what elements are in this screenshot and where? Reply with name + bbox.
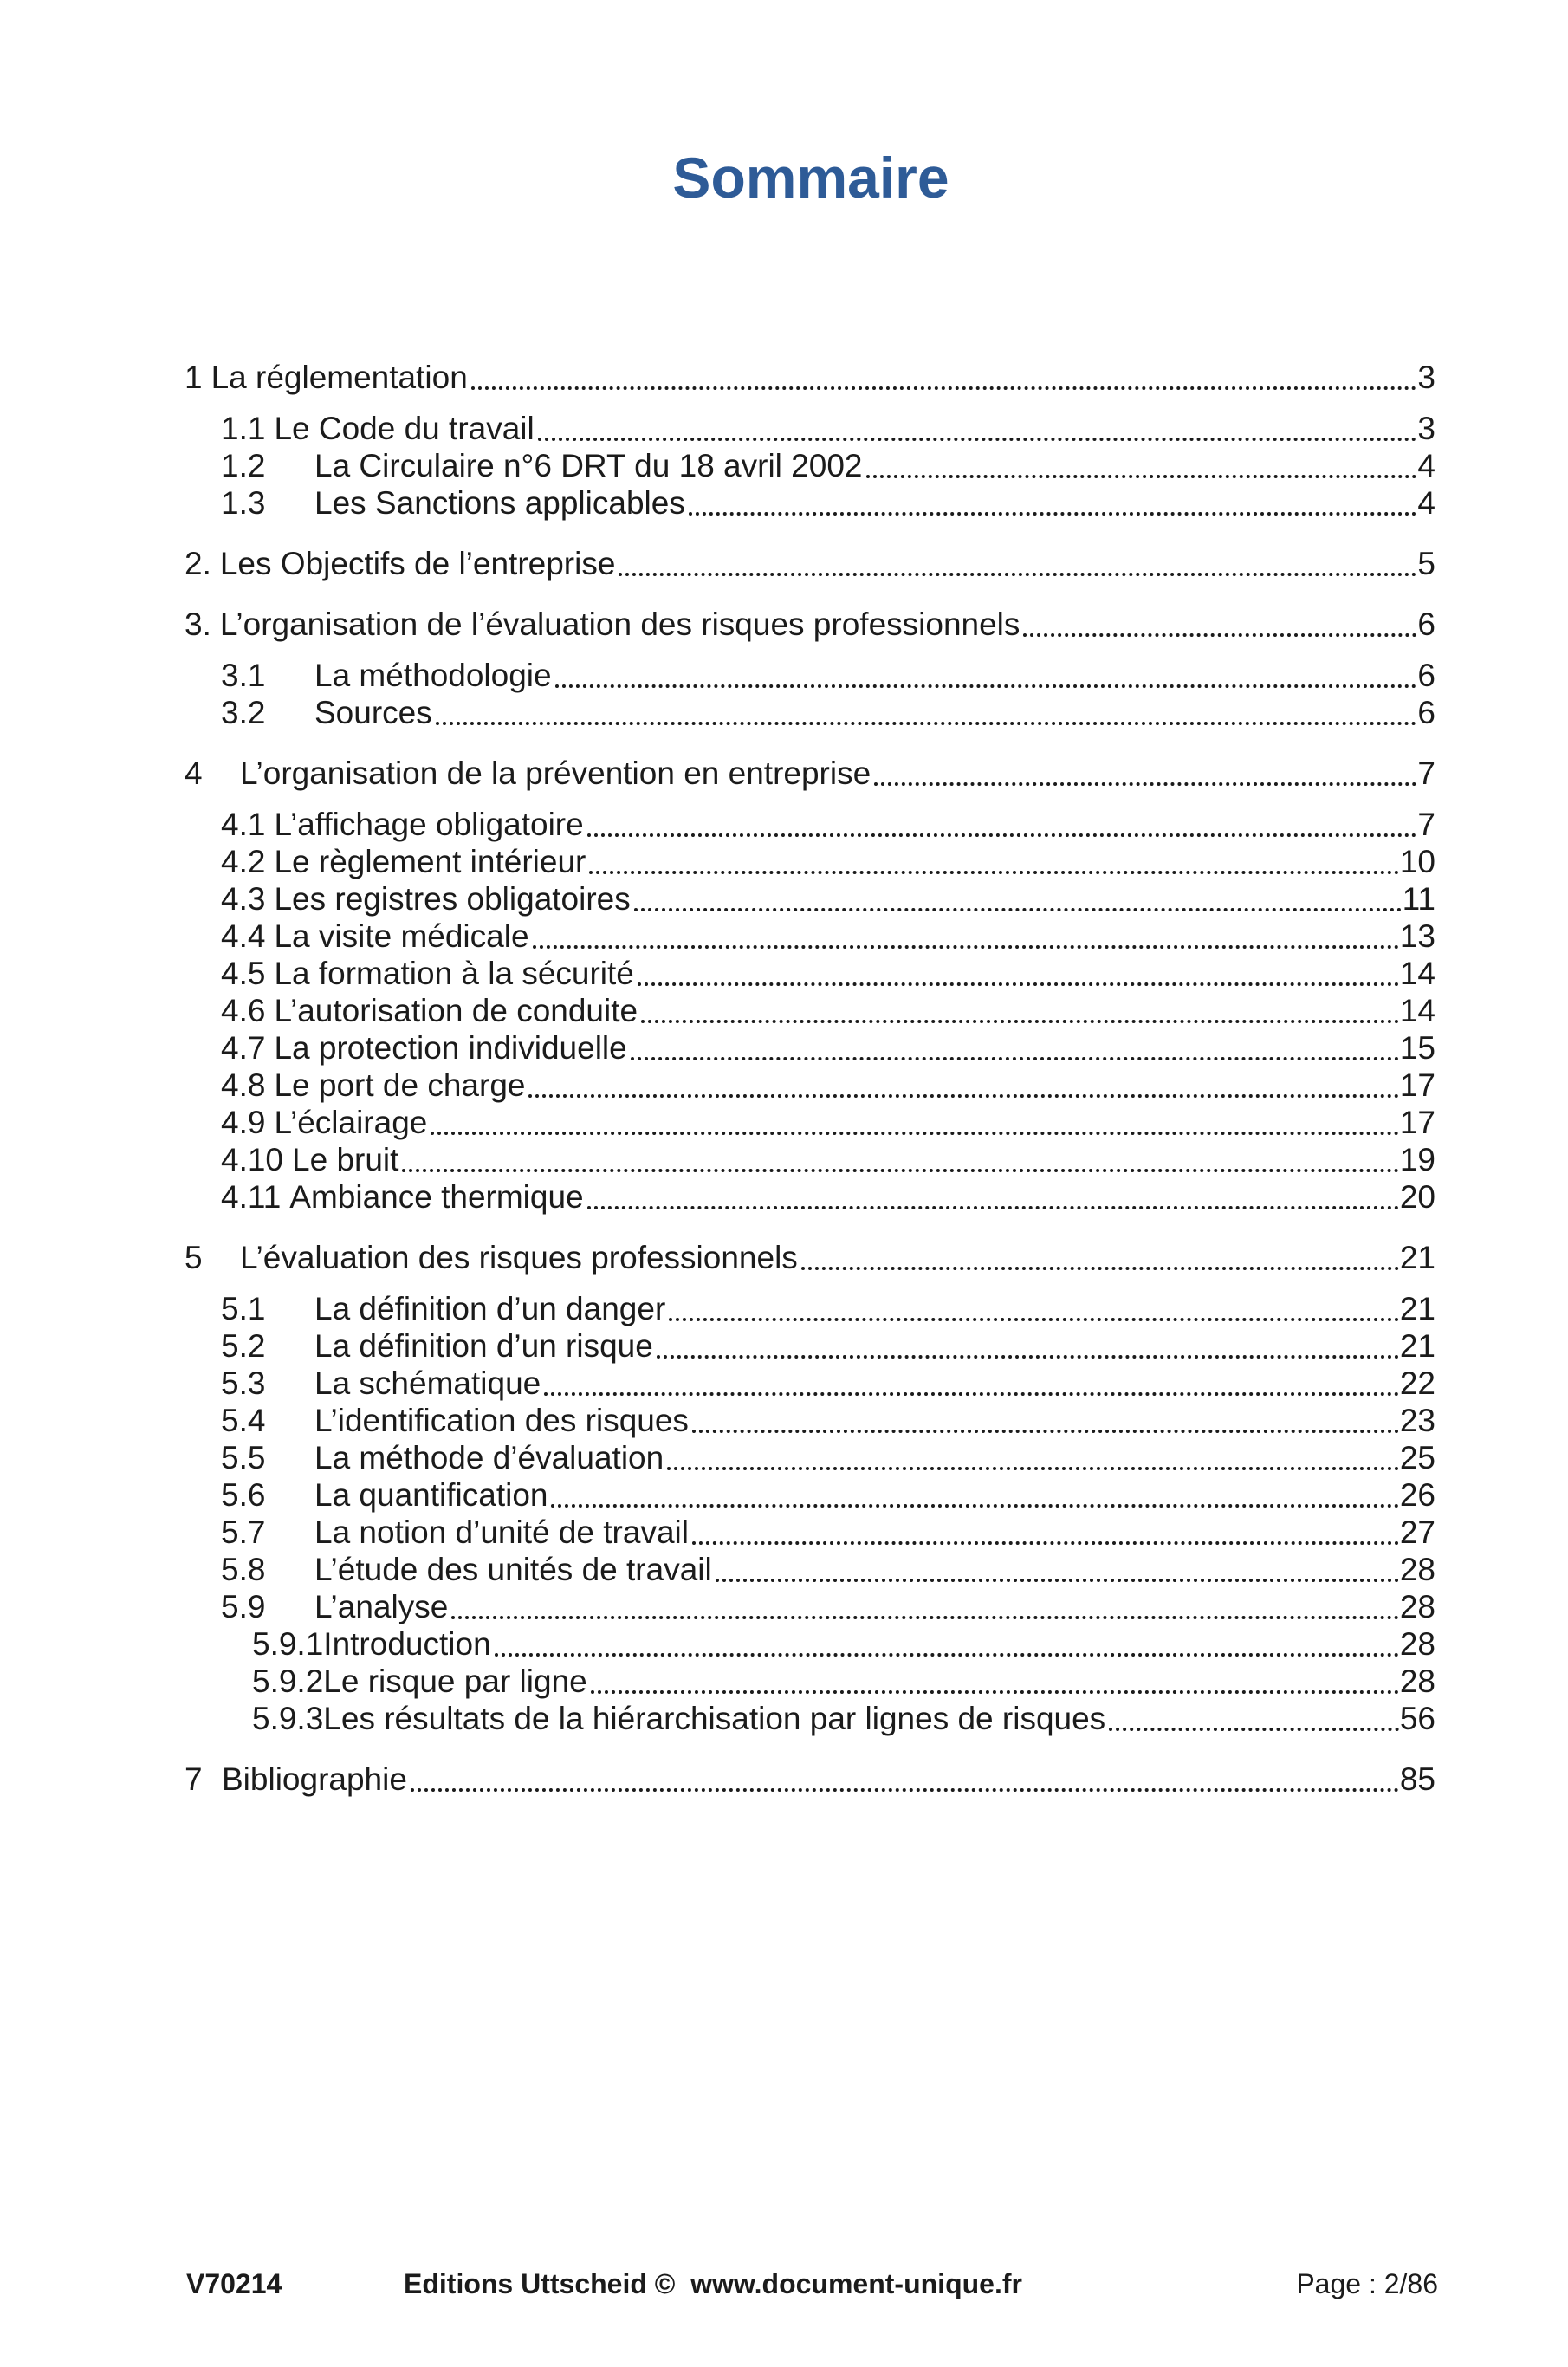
entry-page-number: 15: [1399, 1030, 1435, 1066]
toc-entry: [221, 955, 1435, 992]
entry-number: 4.11: [221, 1179, 282, 1215]
entry-page-number: 6: [1417, 606, 1435, 642]
entry-number: 4.6: [221, 993, 266, 1028]
toc-entry: [185, 545, 1435, 582]
entry-label: La quantification: [314, 1477, 548, 1513]
toc-entry: [221, 918, 1435, 955]
toc-entry: [221, 1178, 1435, 1216]
entry-number: 4.7: [221, 1030, 266, 1066]
toc-entry: [221, 1104, 1435, 1141]
entry-number: 4.2: [221, 844, 266, 879]
footer-doc-code: V70214: [186, 2268, 282, 2299]
entry-number: 5.1: [221, 1291, 266, 1326]
entry-label: La réglementation: [211, 360, 468, 395]
entry-page-number: 4: [1417, 448, 1435, 483]
entry-page-number: 14: [1399, 993, 1435, 1028]
toc-entry: [252, 1700, 1435, 1737]
entry-page-number: 28: [1399, 1552, 1435, 1587]
entry-label: Les Sanctions applicables: [314, 485, 685, 521]
dot-leader: [641, 1020, 1399, 1023]
entry-page-number: 56: [1399, 1701, 1435, 1736]
footer-page-number: Page : 2/86: [1296, 2268, 1438, 2299]
dot-leader: [667, 1467, 1399, 1470]
entry-page-number: 28: [1399, 1626, 1435, 1662]
toc-entry: [185, 755, 1435, 792]
entry-label: Les Objectifs de l’entreprise: [219, 546, 616, 581]
dot-leader: [538, 438, 1417, 441]
entry-number: 5.8: [221, 1552, 266, 1587]
entry-number: 4.4: [221, 918, 266, 954]
entry-number: 5: [185, 1240, 203, 1275]
toc-entry: [221, 1141, 1435, 1178]
entry-number: 5.9.2: [252, 1663, 324, 1699]
toc-entry: [221, 1029, 1435, 1067]
dot-leader: [692, 1430, 1399, 1433]
dot-leader: [591, 1690, 1399, 1694]
entry-page-number: 17: [1399, 1067, 1435, 1103]
entry-number: 5.9: [221, 1589, 266, 1624]
entry-number: 5.3: [221, 1365, 266, 1401]
entry-label: L’autorisation de conduite: [274, 993, 638, 1028]
entry-label: La protection individuelle: [274, 1030, 627, 1066]
entry-label: Sources: [314, 695, 432, 730]
toc-entry: [221, 1514, 1435, 1551]
toc-entry: [221, 657, 1435, 694]
dot-leader: [1023, 633, 1416, 637]
dot-leader: [451, 1616, 1399, 1619]
entry-label: L’étude des unités de travail: [314, 1552, 712, 1587]
entry-label: Ambiance thermique: [289, 1179, 584, 1215]
toc-entry: [221, 1551, 1435, 1588]
toc-entry: [221, 1290, 1435, 1327]
toc-entry: [221, 447, 1435, 484]
entry-label: Le bruit: [292, 1142, 399, 1177]
entry-page-number: 6: [1417, 695, 1435, 730]
dot-leader: [587, 1206, 1399, 1209]
dot-leader: [866, 475, 1417, 478]
toc-entry: [252, 1625, 1435, 1663]
dot-leader: [689, 512, 1417, 516]
entry-page-number: 7: [1417, 807, 1435, 842]
dot-leader: [692, 1541, 1399, 1545]
entry-number: 1.3: [221, 485, 266, 521]
entry-number: 4.8: [221, 1067, 266, 1103]
entry-page-number: 21: [1399, 1328, 1435, 1364]
dot-leader: [471, 386, 1417, 390]
entry-page-number: 28: [1399, 1663, 1435, 1699]
toc-entry: [221, 1402, 1435, 1439]
entry-label: La schématique: [314, 1365, 541, 1401]
entry-label: Le règlement intérieur: [274, 844, 586, 879]
toc-entry: [221, 1067, 1435, 1104]
entry-page-number: 28: [1399, 1589, 1435, 1624]
dot-leader: [657, 1355, 1399, 1359]
entry-number: 2.: [185, 546, 211, 581]
dot-leader: [551, 1504, 1398, 1508]
entry-page-number: 26: [1399, 1477, 1435, 1513]
toc-entry: [221, 1588, 1435, 1625]
dot-leader: [631, 1057, 1399, 1060]
toc-entry: [221, 843, 1435, 880]
page-footer: [186, 2265, 1438, 2303]
entry-number: 4: [185, 755, 203, 791]
entry-label: L’organisation de la prévention en entreprise: [240, 755, 871, 791]
entry-number: 3.: [185, 606, 211, 642]
dot-leader: [716, 1579, 1399, 1582]
entry-page-number: 85: [1399, 1761, 1435, 1797]
entry-page-number: 22: [1399, 1365, 1435, 1401]
entry-page-number: 14: [1399, 956, 1435, 991]
toc-entry: [185, 1239, 1435, 1276]
entry-label: La méthodologie: [314, 658, 552, 693]
entry-number: 3.1: [221, 658, 266, 693]
toc-entry: [221, 1327, 1435, 1365]
entry-page-number: 19: [1399, 1142, 1435, 1177]
entry-number: 5.7: [221, 1514, 266, 1550]
entry-label: Les registres obligatoires: [274, 881, 631, 917]
entry-number: 5.9.3: [252, 1701, 324, 1736]
toc-entry: [221, 484, 1435, 522]
dot-leader: [669, 1318, 1399, 1321]
entry-page-number: 6: [1417, 658, 1435, 693]
toc-entry: [221, 992, 1435, 1029]
entry-label: La notion d’unité de travail: [314, 1514, 689, 1550]
entry-label: Bibliographie: [222, 1761, 407, 1797]
entry-label: Introduction: [323, 1626, 491, 1662]
toc-entry: [221, 1439, 1435, 1476]
entry-number: 4.10: [221, 1142, 284, 1177]
entry-page-number: 13: [1399, 918, 1435, 954]
entry-label: La formation à la sécurité: [274, 956, 634, 991]
entry-number: 5.2: [221, 1328, 266, 1364]
entry-page-number: 3: [1417, 360, 1435, 395]
entry-page-number: 3: [1417, 411, 1435, 446]
dot-leader: [801, 1267, 1399, 1270]
dot-leader: [544, 1392, 1399, 1396]
toc-entry: [221, 806, 1435, 843]
entry-number: 4.1: [221, 807, 266, 842]
entry-page-number: 4: [1417, 485, 1435, 521]
entry-label: L’évaluation des risques professionnels: [240, 1240, 798, 1275]
entry-label: La définition d’un risque: [314, 1328, 653, 1364]
entry-page-number: 25: [1399, 1440, 1435, 1475]
entry-number: 1: [185, 360, 203, 395]
toc-entry: [221, 880, 1435, 918]
entry-label: La Circulaire n°6 DRT du 18 avril 2002: [314, 448, 863, 483]
entry-page-number: 21: [1399, 1240, 1435, 1275]
dot-leader: [528, 1094, 1398, 1098]
dot-leader: [619, 573, 1416, 576]
dot-leader: [555, 684, 1417, 688]
entry-label: Le port de charge: [274, 1067, 526, 1103]
entry-number: 4.3: [221, 881, 266, 917]
page-title: Sommaire: [672, 146, 949, 210]
entry-page-number: 10: [1399, 844, 1435, 879]
entry-label: Le risque par ligne: [323, 1663, 587, 1699]
entry-label: Les résultats de la hiérarchisation par lignes de risques: [323, 1701, 1106, 1736]
entry-page-number: 21: [1399, 1291, 1435, 1326]
entry-page-number: 7: [1417, 755, 1435, 791]
table-of-contents: [0, 359, 1435, 1798]
dot-leader: [533, 945, 1399, 949]
dot-leader: [634, 908, 1402, 911]
toc-entry: [221, 1476, 1435, 1514]
entry-label: L’éclairage: [274, 1105, 428, 1140]
toc-entry: [221, 1365, 1435, 1402]
entry-number: 5.9.1: [252, 1626, 324, 1662]
dot-leader: [402, 1169, 1398, 1172]
entry-page-number: 27: [1399, 1514, 1435, 1550]
toc-entry: [221, 410, 1435, 447]
toc-entry: [185, 359, 1435, 396]
entry-label: Le Code du travail: [274, 411, 535, 446]
dot-leader: [436, 722, 1417, 725]
dot-leader: [495, 1653, 1399, 1657]
dot-leader: [638, 982, 1399, 986]
entry-label: L’analyse: [314, 1589, 449, 1624]
entry-label: L’identification des risques: [314, 1403, 689, 1438]
dot-leader: [587, 833, 1417, 837]
entry-number: 4.9: [221, 1105, 266, 1140]
footer-publisher: Editions Uttscheid © www.document-unique.fr: [404, 2268, 1022, 2299]
dot-leader: [1109, 1728, 1399, 1731]
entry-number: 7: [185, 1761, 203, 1797]
entry-page-number: 5: [1417, 546, 1435, 581]
entry-label: La méthode d’évaluation: [314, 1440, 664, 1475]
entry-page-number: 17: [1399, 1105, 1435, 1140]
entry-label: La visite médicale: [274, 918, 529, 954]
toc-entry: [185, 1761, 1435, 1798]
entry-label: L’organisation de l’évaluation des risques professionnels: [219, 606, 1020, 642]
entry-page-number: 20: [1399, 1179, 1435, 1215]
entry-page-number: 23: [1399, 1403, 1435, 1438]
entry-number: 4.5: [221, 956, 266, 991]
dot-leader: [431, 1132, 1399, 1135]
toc-entry: [221, 694, 1435, 731]
entry-label: L’affichage obligatoire: [274, 807, 584, 842]
dot-leader: [411, 1788, 1399, 1792]
entry-number: 5.6: [221, 1477, 266, 1513]
toc-entry: [185, 606, 1435, 643]
dot-leader: [874, 782, 1416, 786]
entry-number: 3.2: [221, 695, 266, 730]
entry-number: 1.1: [221, 411, 266, 446]
toc-entry: [252, 1663, 1435, 1700]
entry-label: La définition d’un danger: [314, 1291, 666, 1326]
entry-number: 1.2: [221, 448, 266, 483]
entry-number: 5.4: [221, 1403, 266, 1438]
entry-page-number: 11: [1402, 881, 1435, 917]
entry-number: 5.5: [221, 1440, 266, 1475]
dot-leader: [589, 871, 1398, 874]
